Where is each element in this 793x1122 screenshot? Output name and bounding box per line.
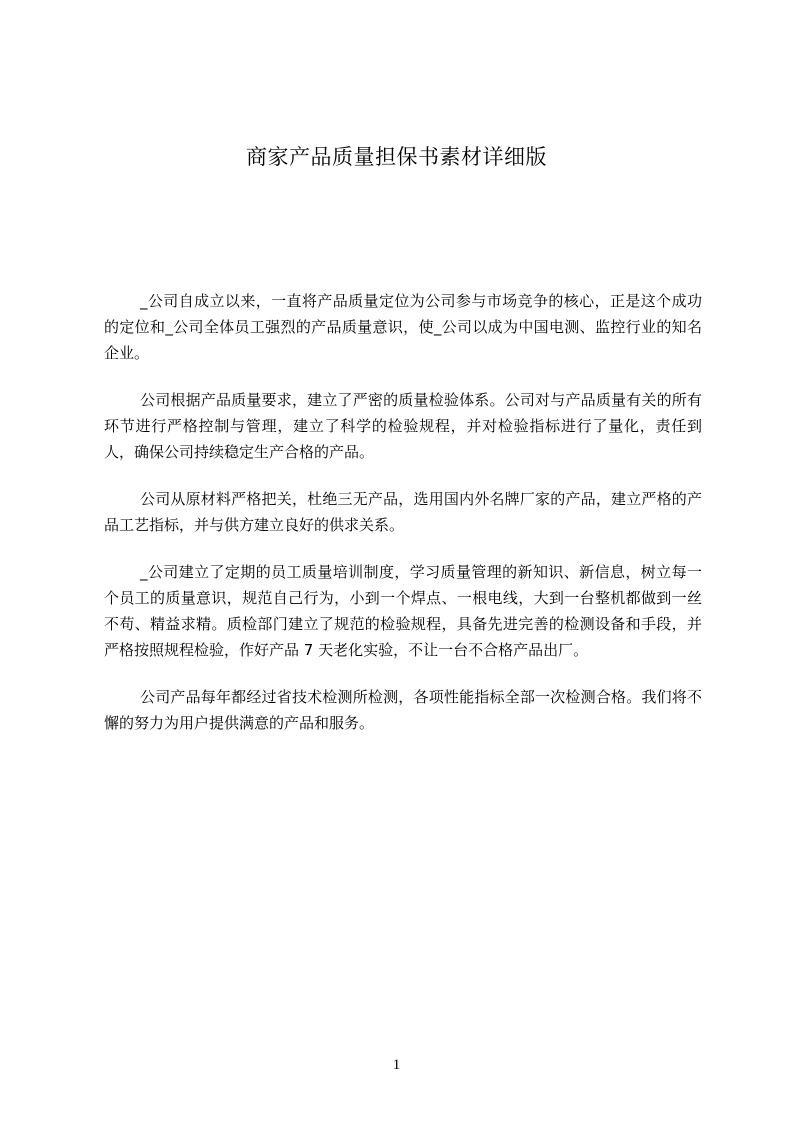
paragraph-2: 公司根据产品质量要求，建立了严密的质量检验体系。公司对与产品质量有关的所有环节进行严格控制与管理，建立了科学的检验规程，并对检验指标进行了量化，责任到人，确保公司持续稳定生产合格的产品。 xyxy=(104,391,702,461)
paragraph-4: _公司建立了定期的员工质量培训制度，学习质量管理的新知识、新信息，树立每一个员工的质量意识，规范自己行为，小到一个焊点、一根电线，大到一台整机都做到一丝不苟、精益求精。质检部门建立了规范的检验规程，具备先进完善的检测设备和手段，并严格按照规程检验，作好产品 7 天老化实验，不让一台不合格产品出厂。 xyxy=(104,563,702,659)
paragraph-1: _公司自成立以来，一直将产品质量定位为公司参与市场竞争的核心，正是这个成功的定位和_公司全体员工强烈的产品质量意识，使_公司以成为中国电测、监控行业的知名企业。 xyxy=(104,292,702,362)
paragraph-3: 公司从原材料严格把关，杜绝三无产品，选用国内外名牌厂家的产品，建立严格的产品工艺指标，并与供方建立良好的供求关系。 xyxy=(104,490,702,534)
document-title: 商家产品质量担保书素材详细版 xyxy=(246,145,547,169)
page-number: 1 xyxy=(392,1057,401,1073)
document-body xyxy=(104,288,702,757)
paragraph-5: 公司产品每年都经过省技术检测所检测，各项性能指标全部一次检测合格。我们将不懈的努力为用户提供满意的产品和服务。 xyxy=(104,688,702,732)
